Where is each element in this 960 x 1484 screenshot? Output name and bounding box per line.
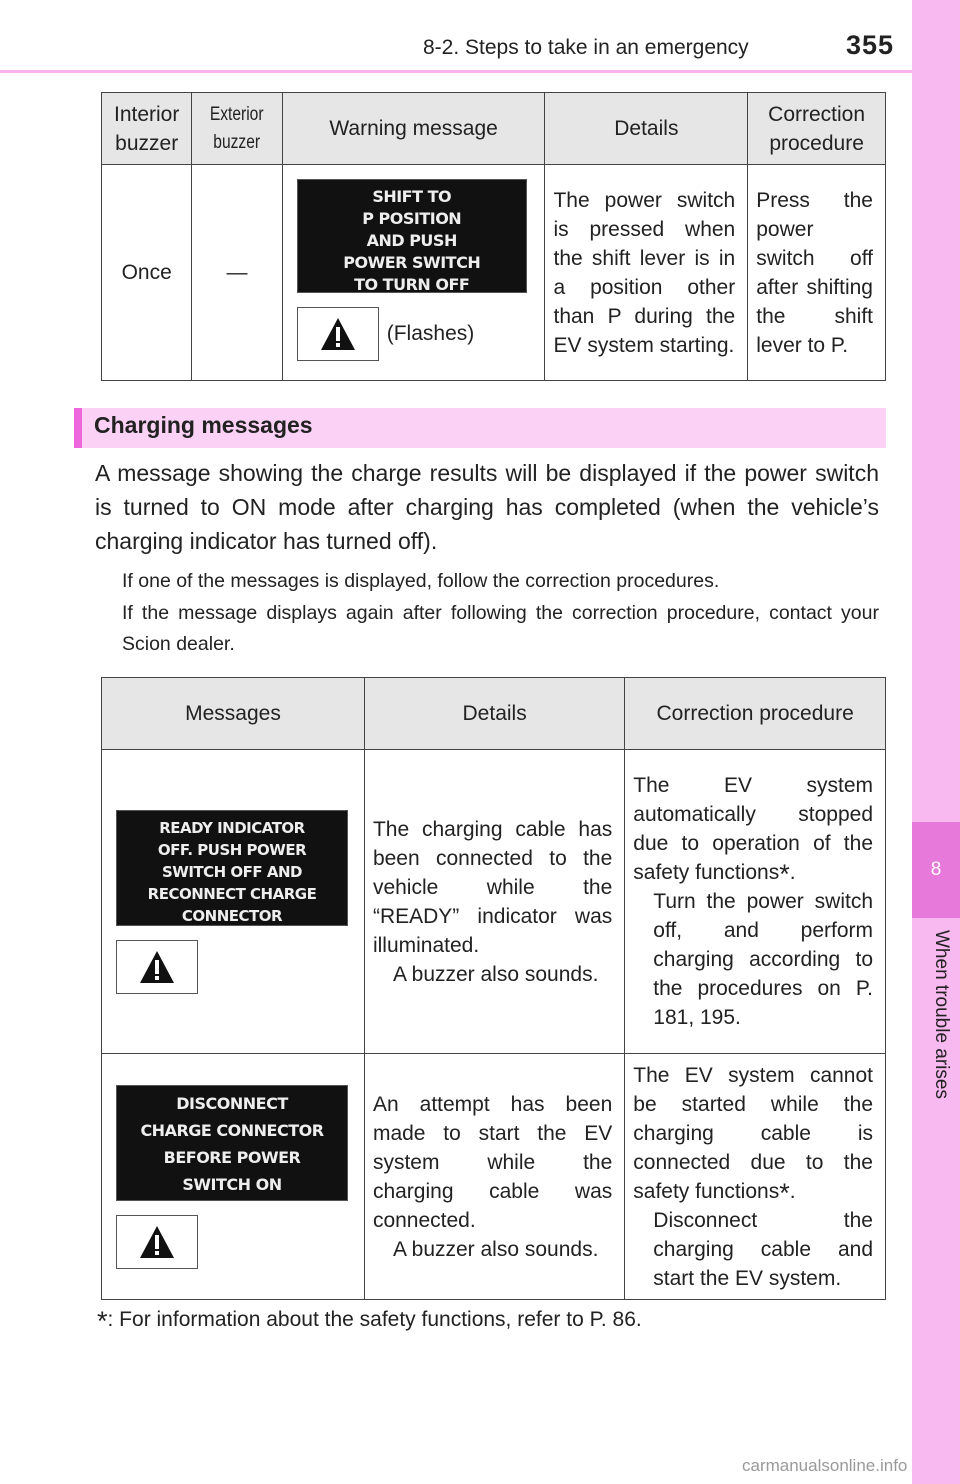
header-rule [0, 70, 912, 73]
warning-icon [116, 940, 198, 994]
flashes-label: (Flashes) [386, 322, 475, 345]
correction-cell: The EV system cannot be started while the charging cable is connected due to the safety functions*. Disconnect the charging cable and start the EV system. [625, 1054, 886, 1300]
chapter-tab[interactable] [912, 822, 960, 918]
watermark: carmanualsonline.info [742, 1456, 908, 1475]
section-paragraph: A message showing the charge results will be displayed if the power switch is turned to ON mode after charging has completed (when the vehicle’s charging indicator has turned off). [95, 460, 879, 554]
col-messages: Messages [102, 678, 365, 750]
section-header: 8-2. Steps to take in an emergency [423, 36, 749, 59]
table-row [102, 750, 886, 1054]
warning-correction: Press the power switch off after shifting the shift lever to P. [748, 165, 886, 381]
warning-message-cell [282, 165, 545, 381]
warning-details: The power switch is pressed when the shift lever is in a position other than P during the EV system starting. [545, 165, 748, 381]
col-details: Details [545, 93, 748, 165]
ready-indicator-screen: READY INDICATOR OFF. PUSH POWER SWITCH OFF AND RECONNECT CHARGE CONNECTOR [116, 810, 348, 926]
chapter-title: When trouble arises [931, 930, 952, 1099]
warning-icon [297, 307, 379, 361]
col-interior-buzzer: Interior buzzer [102, 93, 192, 165]
side-strip [912, 0, 960, 1484]
col-warning-message: Warning message [282, 93, 545, 165]
correction-cell: The EV system automatically stopped due to operation of the safety functions*. Turn the power switch off, and perform charging according to the procedures on P. 181, 195. [625, 750, 886, 1054]
warning-table [101, 92, 886, 381]
charging-messages-table [101, 677, 886, 1300]
message-cell [102, 1054, 365, 1300]
col-correction: Correction procedure [625, 678, 886, 750]
interior-buzzer-value: Once [102, 165, 192, 381]
warning-icon [116, 1215, 198, 1269]
table-row [102, 1054, 886, 1300]
page-number: 355 [846, 30, 895, 60]
note-1: If one of the messages is displayed, follow the correction procedures. [122, 570, 720, 592]
footnote: *: For information about the safety functions, refer to P. 86. [97, 1306, 642, 1336]
note-2: If the message displays again after following the correction procedure, contact your Scion dealer. [122, 602, 879, 655]
col-exterior-buzzer: Exterior buzzer [192, 93, 282, 165]
footnote-marker: * [779, 859, 790, 889]
section-heading: Charging messages [74, 408, 886, 448]
shift-to-p-screen: SHIFT TO P POSITION AND PUSH POWER SWITCH TO TURN OFF [297, 179, 527, 293]
message-cell [102, 750, 365, 1054]
col-correction: Correction procedure [748, 93, 886, 165]
col-details: Details [364, 678, 624, 750]
disconnect-connector-screen: DISCONNECT CHARGE CONNECTOR BEFORE POWER SWITCH ON [116, 1085, 348, 1201]
details-cell: An attempt has been made to start the EV system while the charging cable was connected. A buzzer also sounds. [364, 1054, 624, 1300]
footnote-marker: * [779, 1177, 790, 1208]
chapter-number: 8 [930, 859, 942, 880]
details-cell: The charging cable has been connected to the vehicle while the “READY” indicator was illuminated. A buzzer also sounds. [364, 750, 624, 1054]
exterior-buzzer-value: — [192, 165, 282, 381]
